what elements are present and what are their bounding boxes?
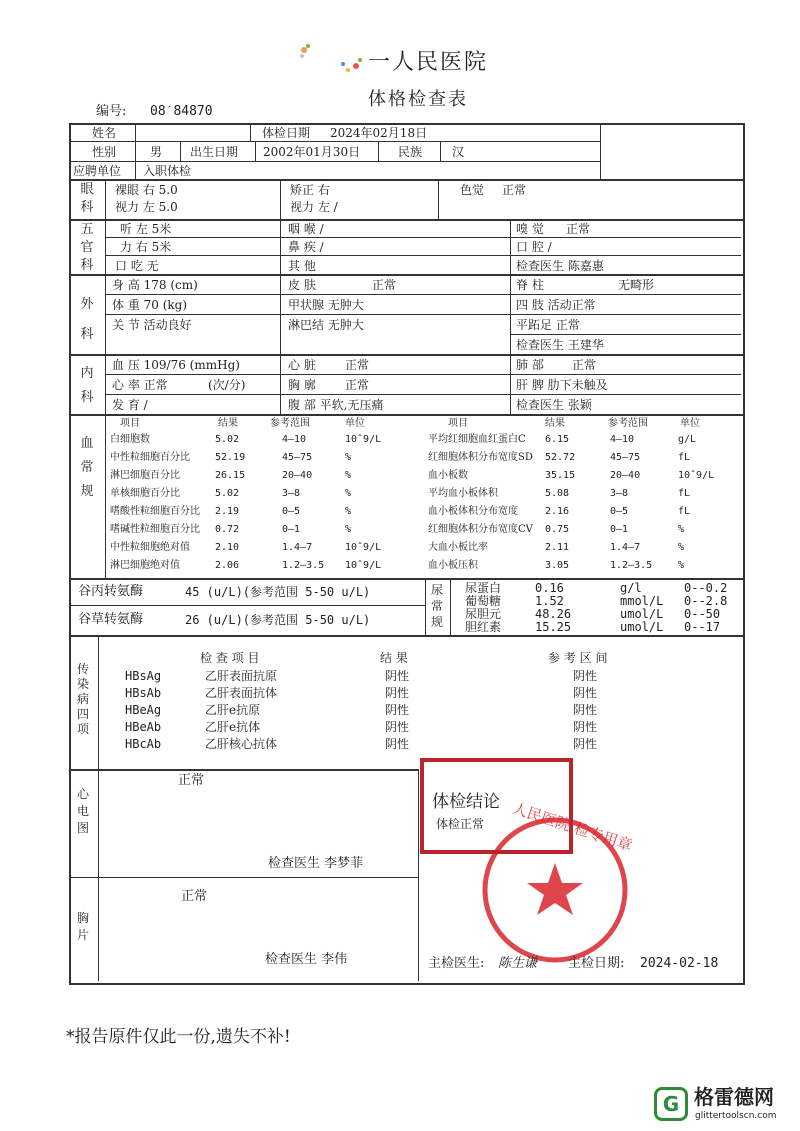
blood-left-cell: 5.02	[215, 434, 240, 445]
eye-naked-right: 裸眼 右 5.0	[115, 183, 178, 197]
ecg-result: 正常	[178, 773, 205, 788]
limbs: 四 肢 活动正常	[516, 298, 596, 312]
serial-label: 编号:	[96, 104, 127, 119]
blood-right-cell: 52.72	[545, 452, 576, 463]
smell-label: 嗅 觉	[516, 222, 544, 236]
spine-label: 脊 柱	[516, 278, 544, 292]
blood-left-cell: 1.4—7	[282, 542, 313, 553]
spine-value: 无畸形	[618, 278, 655, 292]
watermark	[648, 1084, 798, 1126]
ecg-section-label: 心电图	[76, 787, 89, 835]
blood-right-cell: 2.16	[545, 506, 570, 517]
color-vision-value: 正常	[502, 183, 527, 197]
blood-left-cell: 4—10	[282, 434, 307, 445]
blood-right-cell: fL	[678, 452, 691, 463]
color-vision-label: 色觉	[460, 183, 485, 197]
blood-left-cell: 5.02	[215, 488, 240, 499]
weight: 体 重 70 (kg)	[112, 298, 188, 312]
blood-left-cell: 10ˆ9/L	[345, 542, 382, 553]
infect-cell: HBcAb	[125, 737, 162, 751]
blood-left-cell: %	[345, 452, 352, 463]
urine-cell: 0--2.8	[684, 594, 728, 608]
blood-left-header: 参考范围	[270, 418, 310, 429]
blood-left-header: 结果	[218, 418, 238, 429]
blood-right-cell: 35.15	[545, 470, 576, 481]
chest-label: 胸 廓	[288, 378, 316, 392]
blood-left-cell: 10ˆ9/L	[345, 560, 382, 571]
urine-cell: 0--50	[684, 607, 721, 621]
serial-number: 08ˊ84870	[150, 104, 213, 119]
blood-right-cell: 20—40	[610, 470, 641, 481]
blood-right-cell: 45—75	[610, 452, 641, 463]
chief-doctor-label: 主检医生:	[428, 956, 485, 971]
infect-cell: 阴性	[385, 720, 410, 734]
infect-header: 检 查 项 目	[200, 651, 260, 665]
surgery-doctor: 检查医生 王建华	[516, 338, 604, 352]
blood-left-header: 项目	[120, 418, 140, 429]
ethnic-label: 民族	[398, 145, 423, 159]
infect-cell: 阴性	[573, 703, 598, 717]
blood-right-cell: 平均血小板体积	[428, 488, 498, 499]
blood-left-cell: 1.2—3.5	[282, 560, 325, 571]
infect-cell: 阴性	[573, 686, 598, 700]
birth-label: 出生日期	[190, 145, 239, 159]
blood-right-cell: 血小板数	[428, 470, 468, 481]
urine-cell: 尿胆元	[465, 607, 502, 621]
flatfoot: 平跖足 正常	[516, 318, 580, 332]
lymph: 淋巴结 无肿大	[288, 318, 364, 332]
blood-left-cell: 中性粒细胞绝对值	[110, 542, 190, 553]
hospital-name: 一人民医院	[368, 50, 489, 75]
chief-date-value: 2024-02-18	[640, 956, 719, 971]
eye-corrected-left: 视力 左 /	[290, 200, 338, 214]
blood-right-cell: 平均红细胞血红蛋白C	[428, 434, 526, 445]
liver-spleen: 肝 脾 肋下未触及	[516, 378, 608, 392]
blood-right-cell: 6.15	[545, 434, 570, 445]
infect-cell: 乙肝表面抗体	[205, 686, 278, 700]
blood-left-cell: 52.19	[215, 452, 246, 463]
blood-right-cell: g/L	[678, 434, 697, 445]
stutter: 口 吃 无	[115, 259, 159, 273]
eye-naked-left: 视力 左 5.0	[115, 200, 178, 214]
blood-left-cell: %	[345, 488, 352, 499]
urine-cell: 48.26	[535, 607, 572, 621]
urine-cell: 1.52	[535, 594, 564, 608]
xray-result: 正常	[181, 889, 208, 904]
birth-value: 2002年01月30日	[263, 145, 361, 159]
blood-right-cell: %	[678, 560, 685, 571]
conclusion-title: 体检结论	[432, 792, 500, 812]
blood-right-cell: 1.4—7	[610, 542, 641, 553]
throat: 咽 喉 /	[288, 222, 324, 236]
blood-left-cell: %	[345, 470, 352, 481]
infect-cell: 阴性	[385, 703, 410, 717]
nose: 鼻 疾 /	[288, 240, 324, 254]
blood-left-header: 单位	[345, 418, 365, 429]
urine-cell: 胆红素	[465, 620, 502, 634]
blood-left-cell: 2.10	[215, 542, 240, 553]
lung-label: 肺 部	[516, 358, 544, 372]
blood-left-cell: 0.72	[215, 524, 240, 535]
urine-cell: 0.16	[535, 581, 564, 595]
watermark-logo-icon: G	[654, 1087, 688, 1121]
blood-left-cell: %	[345, 506, 352, 517]
skin-label: 皮 肤	[288, 278, 316, 292]
name-label: 姓名	[92, 126, 117, 140]
blood-right-cell: 2.11	[545, 542, 570, 553]
blood-right-cell: 5.08	[545, 488, 570, 499]
unit-value: 入职体检	[143, 164, 192, 178]
infect-cell: HBsAb	[125, 686, 162, 700]
height: 身 高 178 (cm)	[112, 278, 198, 292]
blood-left-cell: 26.15	[215, 470, 246, 481]
blood-right-header: 单位	[680, 418, 700, 429]
infect-section-label: 传染病四项	[76, 662, 89, 736]
abdomen: 腹 部 平软,无压痛	[288, 398, 384, 412]
urine-cell: mmol/L	[620, 594, 664, 608]
urine-cell: umol/L	[620, 607, 664, 621]
hearing-left: 听 左 5米	[120, 222, 172, 236]
blood-right-cell: 10ˆ9/L	[678, 470, 715, 481]
blood-left-cell: 45—75	[282, 452, 313, 463]
infect-cell: HBeAg	[125, 703, 162, 717]
urine-section-label: 尿常规	[430, 583, 443, 629]
blood-right-cell: 0.75	[545, 524, 570, 535]
blood-left-cell: 中性粒细胞百分比	[110, 452, 190, 463]
blood-section-label: 血常规	[80, 436, 94, 499]
exam-date-label: 体检日期	[262, 126, 311, 140]
blood-right-cell: 0—1	[610, 524, 629, 535]
infect-cell: 乙肝表面抗原	[205, 669, 278, 683]
infect-cell: 乙肝e抗原	[205, 703, 261, 717]
blood-left-cell: 0—5	[282, 506, 301, 517]
blood-left-cell: 2.19	[215, 506, 240, 517]
unit-label: 应聘单位	[73, 164, 122, 178]
blood-right-cell: 3.05	[545, 560, 570, 571]
infect-cell: 乙肝核心抗体	[205, 737, 278, 751]
xray-doctor: 检查医生 李伟	[265, 952, 348, 967]
infect-cell: 阴性	[385, 669, 410, 683]
watermark-text: 格雷德网	[694, 1085, 774, 1109]
blood-left-cell: %	[345, 524, 352, 535]
chest-value: 正常	[345, 378, 370, 392]
blood-right-cell: %	[678, 542, 685, 553]
blood-left-cell: 2.06	[215, 560, 240, 571]
urine-cell: 尿蛋白	[465, 581, 502, 595]
blood-right-cell: 红细胞体积分布宽度SD	[428, 452, 533, 463]
stamp-text: 人民医院 检专用章	[510, 799, 635, 855]
watermark-subtext: glittertoolscn.com	[695, 1111, 777, 1121]
blood-left-cell: 淋巴细胞绝对值	[110, 560, 180, 571]
blood-right-cell: 大血小板比率	[428, 542, 488, 553]
xray-section-label: 胸片	[76, 911, 89, 942]
blood-left-cell: 单核细胞百分比	[110, 488, 180, 499]
blood-right-cell: fL	[678, 488, 691, 499]
blood-left-cell: 淋巴细胞百分比	[110, 470, 180, 481]
ast-label: 谷草转氨酶	[78, 612, 144, 627]
blood-left-cell: 嗜碱性粒细胞百分比	[110, 524, 200, 535]
development: 发 育 /	[112, 398, 148, 412]
urine-cell: g/l	[620, 581, 642, 595]
blood-right-cell: %	[678, 524, 685, 535]
blood-right-cell: 血小板压积	[428, 560, 478, 571]
blood-pressure: 血 压 109/76 (mmHg)	[112, 358, 240, 372]
gender-label: 性别	[92, 145, 117, 159]
infect-cell: 乙肝e抗体	[205, 720, 261, 734]
infect-cell: HBeAb	[125, 720, 162, 734]
blood-left-cell: 0—1	[282, 524, 301, 535]
exam-date-value: 2024年02月18日	[330, 126, 428, 140]
gender-value: 男	[150, 145, 163, 159]
joints: 关 节 活动良好	[112, 318, 192, 332]
eye-corrected-right: 矫正 右	[290, 183, 330, 197]
conclusion-text: 体检正常	[436, 817, 485, 831]
infect-cell: 阴性	[385, 686, 410, 700]
footer-note: *报告原件仅此一份,遗失不补!	[66, 1027, 291, 1047]
form-title: 体格检查表	[368, 89, 468, 110]
heart-rate-unit: (次/分)	[208, 378, 246, 392]
infect-cell: 阴性	[573, 737, 598, 751]
blood-right-header: 项目	[448, 418, 468, 429]
thyroid: 甲状腺 无肿大	[288, 298, 364, 312]
heart-value: 正常	[345, 358, 370, 372]
blood-left-cell: 嗜酸性粒细胞百分比	[110, 506, 200, 517]
internal-doctor: 检查医生 张颖	[516, 398, 592, 412]
blood-right-header: 结果	[545, 418, 565, 429]
heart-rate: 心 率 正常	[112, 378, 168, 392]
alt-label: 谷丙转氨酶	[78, 584, 144, 599]
infect-cell: 阴性	[573, 720, 598, 734]
urine-cell: umol/L	[620, 620, 664, 634]
infect-cell: 阴性	[573, 669, 598, 683]
hearing-right: 力 右 5米	[120, 240, 172, 254]
eye-section-label: 眼科	[80, 182, 94, 215]
ent-other: 其 他	[288, 259, 316, 273]
ethnic-value: 汉	[452, 145, 465, 159]
blood-left-cell: 20—40	[282, 470, 313, 481]
skin-value: 正常	[372, 278, 397, 292]
mouth: 口 腔 /	[516, 240, 552, 254]
urine-cell: 15.25	[535, 620, 572, 634]
blood-right-header: 参考范围	[608, 418, 648, 429]
internal-section-label: 内科	[80, 366, 94, 405]
urine-cell: 0--17	[684, 620, 721, 634]
blood-right-cell: 3—8	[610, 488, 629, 499]
blood-left-cell: 3—8	[282, 488, 301, 499]
alt-value: 45 (u/L)(参考范围 5-50 u/L)	[185, 585, 371, 599]
ent-section-label: 五官科	[80, 222, 94, 273]
urine-cell: 葡萄糖	[465, 594, 502, 608]
blood-right-cell: 0—5	[610, 506, 629, 517]
surgery-section-label: 外科	[80, 297, 94, 342]
infect-cell: HBsAg	[125, 669, 162, 683]
smell-value: 正常	[566, 222, 591, 236]
ast-value: 26 (u/L)(参考范围 5-50 u/L)	[185, 613, 371, 627]
blood-left-cell: 白细胞数	[110, 434, 150, 445]
blood-right-cell: 红细胞体积分布宽度CV	[428, 524, 533, 535]
chief-doctor-signature: 陈生谦	[498, 956, 538, 971]
ent-doctor: 检查医生 陈嘉惠	[516, 259, 604, 273]
hospital-logo	[296, 40, 366, 80]
blood-right-cell: 血小板体积分布宽度	[428, 506, 518, 517]
urine-cell: 0--0.2	[684, 581, 728, 595]
blood-right-cell: fL	[678, 506, 691, 517]
infect-header: 结 果	[380, 651, 408, 665]
heart-label: 心 脏	[288, 358, 316, 372]
lung-value: 正常	[572, 358, 597, 372]
ecg-doctor: 检查医生 李梦菲	[268, 856, 364, 871]
blood-right-cell: 1.2—3.5	[610, 560, 653, 571]
blood-right-cell: 4—10	[610, 434, 635, 445]
blood-left-cell: 10ˆ9/L	[345, 434, 382, 445]
chief-date-label: 主检日期:	[568, 956, 625, 971]
infect-cell: 阴性	[385, 737, 410, 751]
infect-header: 参 考 区 间	[548, 651, 608, 665]
